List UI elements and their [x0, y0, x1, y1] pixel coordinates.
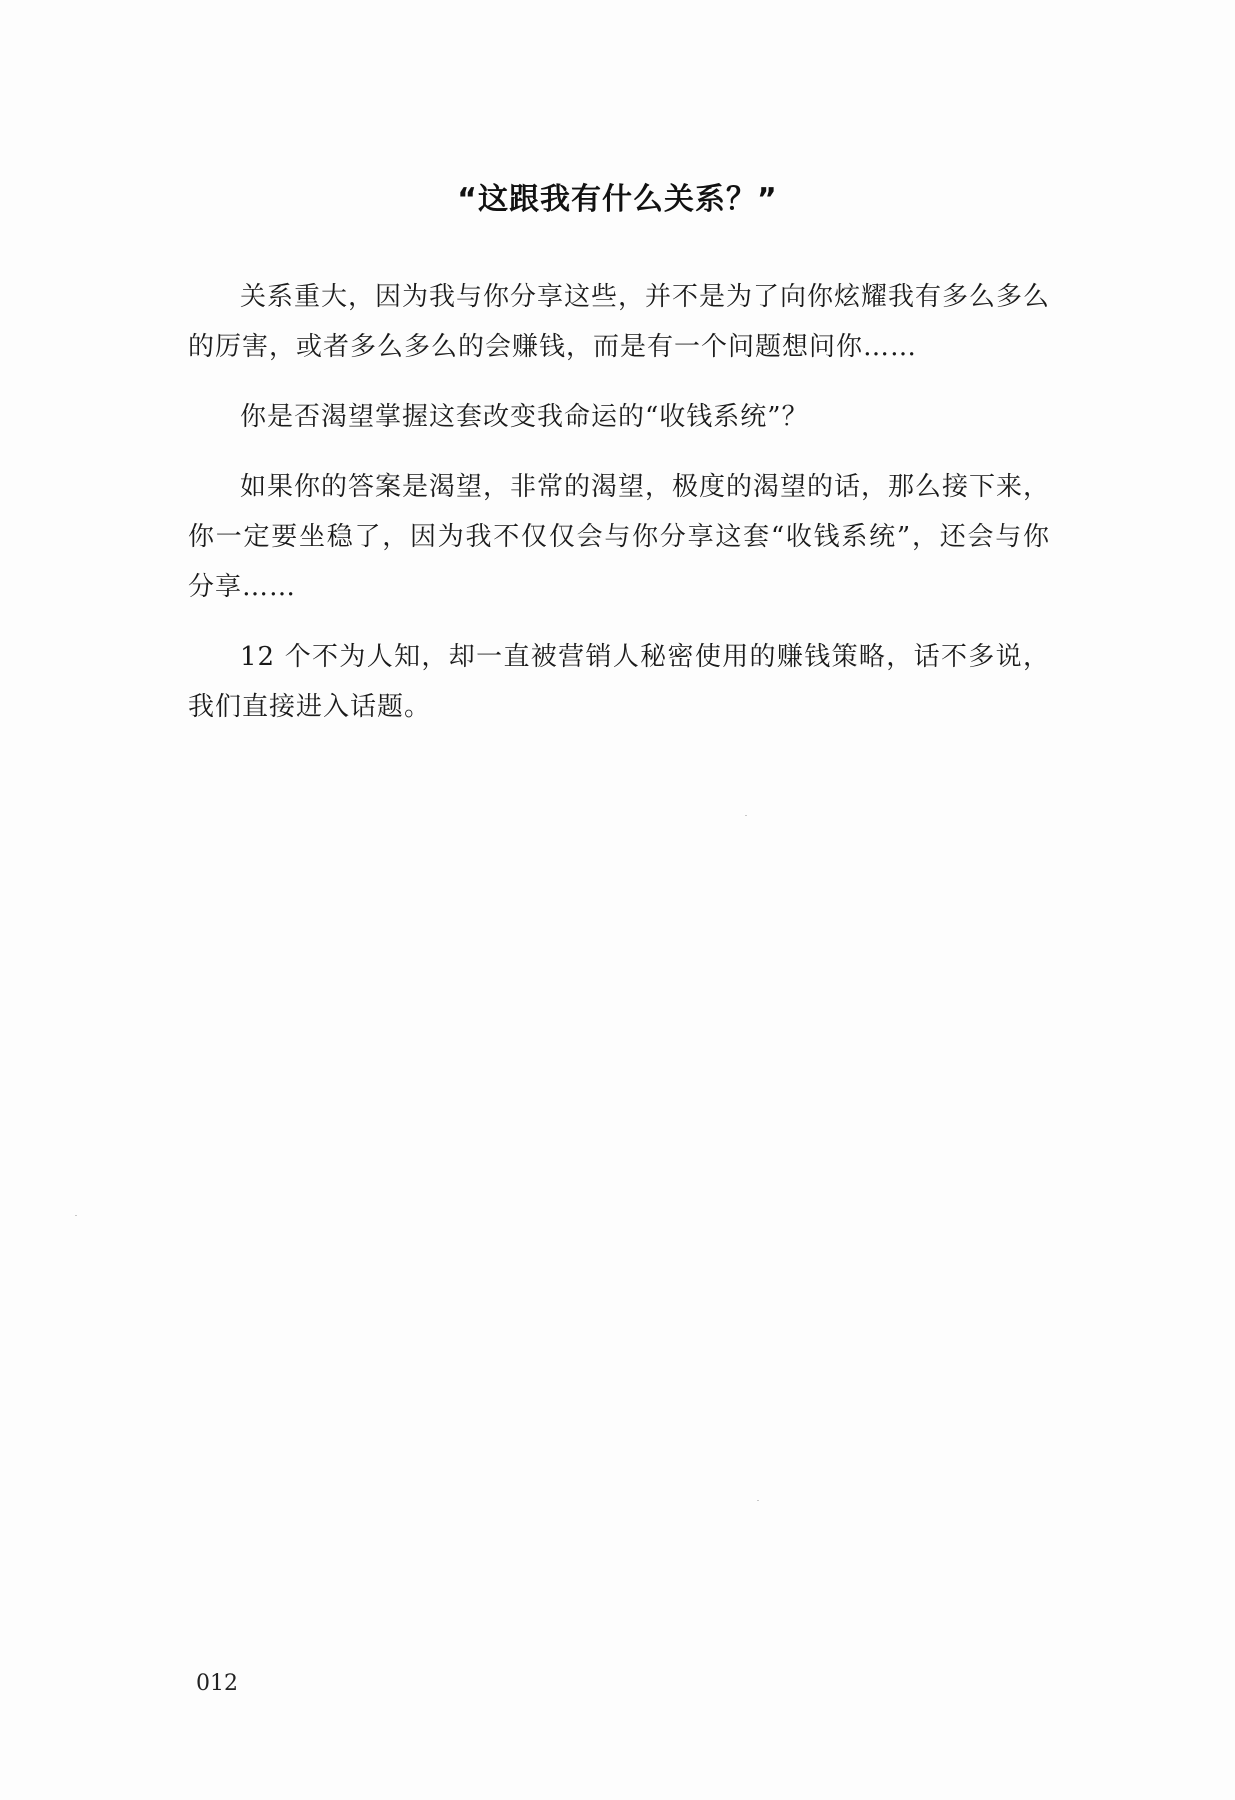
paragraph-3: 如果你的答案是渴望，非常的渴望，极度的渴望的话，那么接下来，你一定要坐稳了，因为我不仅仅会与你分享这套“收钱系统”，还会与你分享……	[188, 472, 1051, 602]
paragraph-1: 关系重大，因为我与你分享这些，并不是为了向你炫耀我有多么多么的厉害，或者多么多么的会赚钱，而是有一个问题想问你……	[188, 282, 1051, 362]
page-number: 012	[196, 1671, 238, 1696]
paragraph-4: 12 个不为人知，却一直被营销人秘密使用的赚钱策略，话不多说，我们直接进入话题。	[188, 642, 1050, 722]
paragraph-2: 你是否渴望掌握这套改变我命运的“收钱系统”？	[240, 402, 809, 432]
body-text	[188, 272, 1050, 752]
scan-speck	[75, 1215, 77, 1216]
page-title: “这跟我有什么关系？”	[457, 182, 778, 217]
scan-speck	[757, 1500, 759, 1501]
scan-speck	[745, 815, 747, 816]
